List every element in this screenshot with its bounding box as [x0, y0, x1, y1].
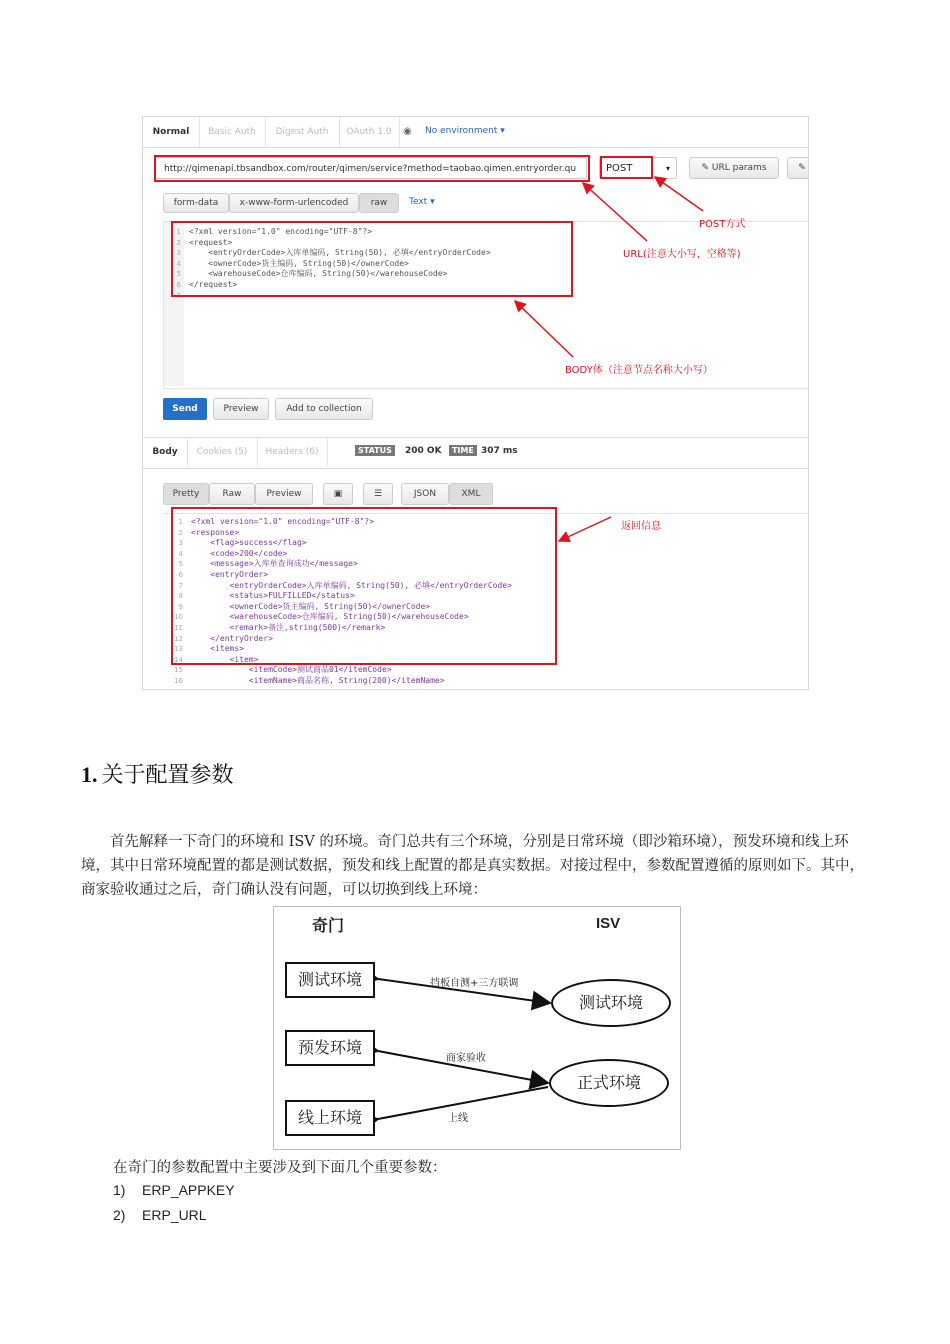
heading-text: 关于配置参数 — [101, 763, 234, 788]
code-line: <request> — [189, 237, 233, 247]
arrow-body — [515, 301, 573, 357]
code-line: <ownerCode>货主编码, String(50)</ownerCode> — [189, 258, 409, 268]
box-pre-env: 预发环境 — [285, 1030, 375, 1066]
url-params-label: URL params — [711, 163, 767, 173]
code-line: <warehouseCode>仓库编码, String(50)</warehouseCode> — [189, 269, 448, 279]
tab-digest-auth[interactable]: Digest Auth — [265, 117, 340, 147]
tab-raw[interactable]: raw — [359, 193, 399, 213]
code-line: <code>200</code> — [191, 548, 288, 558]
environment-diagram — [273, 906, 681, 1150]
line-number: 6 — [178, 570, 183, 579]
line-number: 12 — [174, 634, 183, 643]
line-number: 6 — [176, 280, 181, 289]
label-online: 上线 — [448, 1113, 468, 1124]
line-number: 2 — [178, 528, 183, 537]
code-line: <items> — [191, 644, 244, 654]
line-number: 15 — [174, 666, 183, 675]
code-line: </entryOrder> — [191, 633, 273, 643]
code-line: <warehouseCode>仓库编码, String(50)</warehouseCode> — [191, 612, 469, 622]
list-number: 2) — [113, 1207, 126, 1223]
edit-icon: ✎ — [701, 163, 712, 173]
code-line: <ownerCode>货主编码, String(50)</ownerCode> — [191, 601, 431, 611]
intro-paragraph: 首先解释一下奇门的环境和 ISV 的环境。奇门总共有三个环境，分别是日常环境（即沙箱环境），预发环境和线上环境，其中日常环境配置的都是测试数据，预发和线上配置的都是真实数据。对接过程中，参数配置遵循的原则如下。其中，商家验收通过之后，奇门确认没有问题，可以切换到线上环境： — [81, 834, 864, 898]
line-number: 8 — [178, 592, 183, 601]
line-number: 5 — [176, 270, 181, 279]
code-line: <item> — [191, 654, 259, 664]
line-number: 3 — [178, 539, 183, 548]
code-line: <itemCode>测试商品01</itemCode> — [191, 665, 392, 675]
line-number: 13 — [174, 645, 183, 654]
tab-preview-response[interactable]: Preview — [255, 483, 313, 505]
dropdown-icon: ▾ — [665, 164, 670, 173]
code-line: <message>入库单查询成功</message> — [191, 559, 358, 569]
arrow-url — [583, 183, 647, 241]
tab-headers[interactable]: Headers (6) — [257, 438, 328, 466]
method-label: POST — [606, 163, 633, 174]
label-acceptance: 商家验收 — [446, 1053, 486, 1064]
code-line: <entryOrderCode>入库单编码, String(50), 必填</entryOrderCode> — [191, 580, 512, 590]
tab-json[interactable]: JSON — [401, 483, 449, 505]
tab-normal[interactable]: Normal — [143, 117, 200, 147]
url-input[interactable]: http://qimenapi.tbsandbox.com/router/qimen/service?method=taobao.qimen.entryorder.qu — [155, 157, 587, 179]
line-number: 9 — [178, 602, 183, 611]
line-number: 1 — [178, 518, 183, 526]
label-test: 挡板自测+三方联调 — [430, 978, 519, 989]
add-to-collection-button[interactable]: Add to collection — [275, 398, 373, 420]
box-test-env: 测试环境 — [285, 962, 375, 998]
tab-oauth[interactable]: OAuth 1.0 — [339, 117, 400, 147]
tab-form-data[interactable]: form-data — [163, 193, 229, 213]
tab-pretty[interactable]: Pretty — [163, 483, 209, 505]
copy-icon: ▣ — [333, 489, 343, 499]
diagram-right-title: ISV — [596, 915, 621, 932]
list-number: 1) — [113, 1182, 126, 1198]
list-item-appkey: ERP_APPKEY — [142, 1182, 235, 1198]
wrap-icon: ☰ — [373, 489, 383, 499]
line-number: 5 — [178, 560, 183, 569]
tab-urlencoded[interactable]: x-www-form-urlencoded — [229, 193, 359, 213]
line-number: 3 — [176, 249, 181, 258]
send-button[interactable]: Send — [163, 398, 207, 420]
annotation-body: BODY体（注意节点名称大小写） — [565, 365, 713, 376]
eye-icon: ◉ — [403, 126, 412, 137]
api-request-screenshot — [142, 116, 809, 690]
line-number: 1 — [176, 228, 181, 236]
body-type-select[interactable]: Text ▾ — [409, 197, 435, 207]
arrow-post — [655, 177, 703, 211]
code-line: <flag>success</flag> — [191, 538, 307, 548]
code-line: <entryOrderCode>入库单编码, String(50), 必填</entryOrderCode> — [189, 248, 491, 258]
code-line: </request> — [189, 279, 238, 289]
tab-cookies[interactable]: Cookies (5) — [187, 438, 258, 466]
body-type-label: Text — [409, 197, 428, 207]
arrow-response — [559, 517, 611, 541]
line-number: 7 — [178, 581, 183, 590]
line-number: 2 — [176, 238, 181, 247]
box-online-env: 线上环境 — [285, 1100, 375, 1136]
code-line: <remark>备注,string(500)</remark> — [191, 622, 386, 632]
ellipse-isv-prod: 正式环境 — [549, 1059, 669, 1107]
preview-button[interactable]: Preview — [213, 398, 269, 420]
code-line: <itemName>商品名称, String(200)</itemName> — [191, 675, 445, 685]
line-number: 4 — [178, 549, 183, 558]
diagram-left-title: 奇门 — [312, 916, 345, 935]
annotation-arrows — [143, 117, 808, 689]
annotation-response: 返回信息 — [621, 521, 661, 532]
line-number: 11 — [174, 623, 183, 632]
tab-xml[interactable]: XML — [449, 483, 493, 505]
time-value: 307 ms — [481, 446, 518, 456]
code-line: <?xml version="1.0" encoding="UTF-8"?> — [189, 227, 373, 236]
code-line: <response> — [191, 527, 240, 537]
edit-icon: ✎ — [798, 163, 806, 173]
line-number: 14 — [174, 655, 183, 664]
time-label: TIME — [449, 445, 477, 456]
status-value: 200 OK — [405, 446, 442, 456]
tab-body[interactable]: Body — [143, 438, 188, 466]
annotation-post: POST方式 — [699, 219, 746, 230]
ellipse-isv-test: 测试环境 — [551, 979, 671, 1027]
tab-raw-response[interactable]: Raw — [209, 483, 255, 505]
code-line: <?xml version="1.0" encoding="UTF-8"?> — [191, 517, 375, 526]
line-number: 10 — [174, 613, 183, 622]
code-line: <entryOrder> — [191, 569, 269, 579]
environment-select[interactable]: No environment ▾ — [425, 126, 505, 136]
params-intro: 在奇门的参数配置中主要涉及到下面几个重要参数： — [113, 1160, 447, 1176]
list-item-url: ERP_URL — [142, 1207, 207, 1223]
tab-basic-auth[interactable]: Basic Auth — [199, 117, 266, 147]
heading-number: 1. — [81, 762, 98, 787]
status-label: STATUS — [355, 445, 395, 456]
line-number: 16 — [174, 676, 183, 685]
annotation-url: URL(注意大小写，空格等) — [623, 249, 741, 260]
environment-label: No environment — [425, 126, 498, 136]
line-number: 4 — [176, 259, 181, 268]
code-line: <status>FULFILLED</status> — [191, 591, 355, 601]
line-number: 7 — [176, 291, 181, 300]
section-heading — [81, 758, 234, 789]
